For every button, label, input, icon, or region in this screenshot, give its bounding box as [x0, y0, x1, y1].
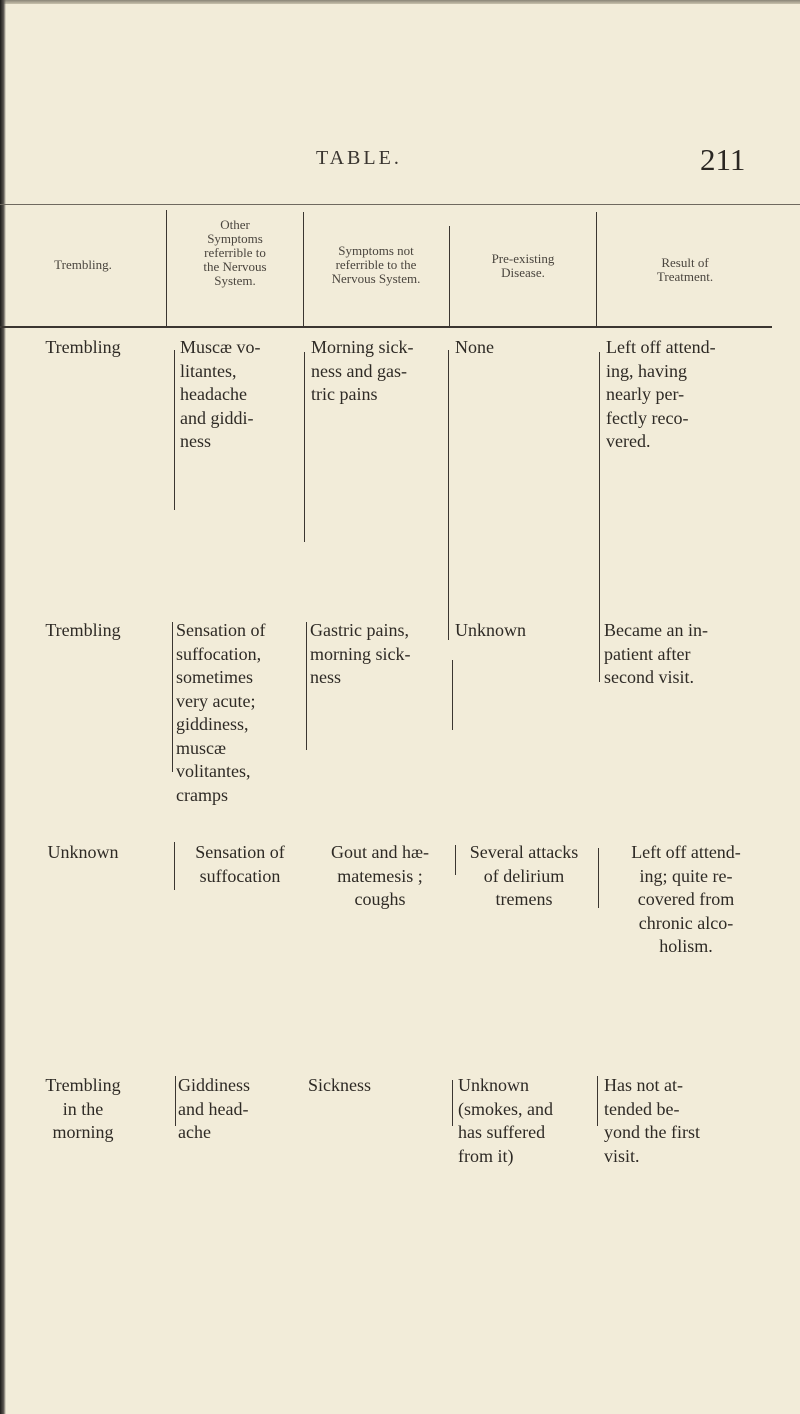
row-4-trembling: Trembling in the morning [45, 1075, 121, 1142]
row-4-other-symptoms: Giddiness and head- ache [178, 1075, 250, 1142]
row-1-pre-existing: None [455, 337, 494, 357]
header-result-of-treatment: Result of Treatment. [656, 255, 714, 284]
row-1-other-symptoms: Muscæ vo- litantes, headache and giddi- ness [180, 337, 261, 451]
row-1-symptoms-not: Morning sick- ness and gas- tric pains [311, 337, 414, 404]
running-title: TABLE. [316, 147, 402, 169]
header-other-symptoms: Other Symptoms referrible to the Nervous System. [203, 217, 267, 288]
body-divider-3d [452, 1080, 453, 1126]
row-3-pre-existing: Several attacks of delirium tremens [469, 842, 579, 909]
row-4-pre-existing: Unknown (smokes, and has suffered from it) [458, 1075, 553, 1166]
row-2-trembling: Trembling [45, 620, 121, 640]
body-divider-1d [175, 1076, 176, 1126]
row-3-trembling: Unknown [47, 842, 119, 862]
header-symptoms-not-nervous: Symptoms not referrible to the Nervous System. [331, 243, 421, 286]
row-2-result: Became an in- patient after second visit. [604, 620, 708, 687]
row-4-symptoms-not: Sickness [308, 1075, 371, 1095]
row-2-other-symptoms: Sensation of suffocation, sometimes very acute; giddiness, muscæ volitantes, cramps [176, 620, 266, 805]
body-divider-1c [174, 842, 175, 890]
row-3-other-symptoms: Sensation of suffocation [195, 842, 285, 886]
row-2-symptoms-not: Gastric pains, morning sick- ness [310, 620, 411, 687]
body-divider-2b [306, 622, 307, 750]
page-number: 211 [700, 142, 746, 177]
row-1-result: Left off attend- ing, having nearly per- fectly reco- vered. [606, 337, 716, 451]
body-divider-4a [599, 352, 600, 682]
header-bottom-rule [0, 326, 772, 328]
row-1-trembling: Trembling [45, 337, 121, 357]
body-divider-1b [172, 622, 173, 772]
header-trembling: Trembling. [54, 257, 112, 272]
header-top-rule [0, 204, 800, 205]
header-divider-1 [166, 210, 167, 326]
row-3-symptoms-not: Gout and hæ- matemesis ; coughs [331, 842, 429, 909]
row-4-result: Has not at- tended be- yond the first visit. [604, 1075, 700, 1166]
body-divider-1a [174, 350, 175, 510]
row-3-result: Left off attend- ing; quite re- covered from chronic alco- holism. [631, 842, 741, 956]
header-pre-existing-disease: Pre-existing Disease. [491, 251, 555, 280]
row-2-pre-existing: Unknown [455, 620, 526, 640]
